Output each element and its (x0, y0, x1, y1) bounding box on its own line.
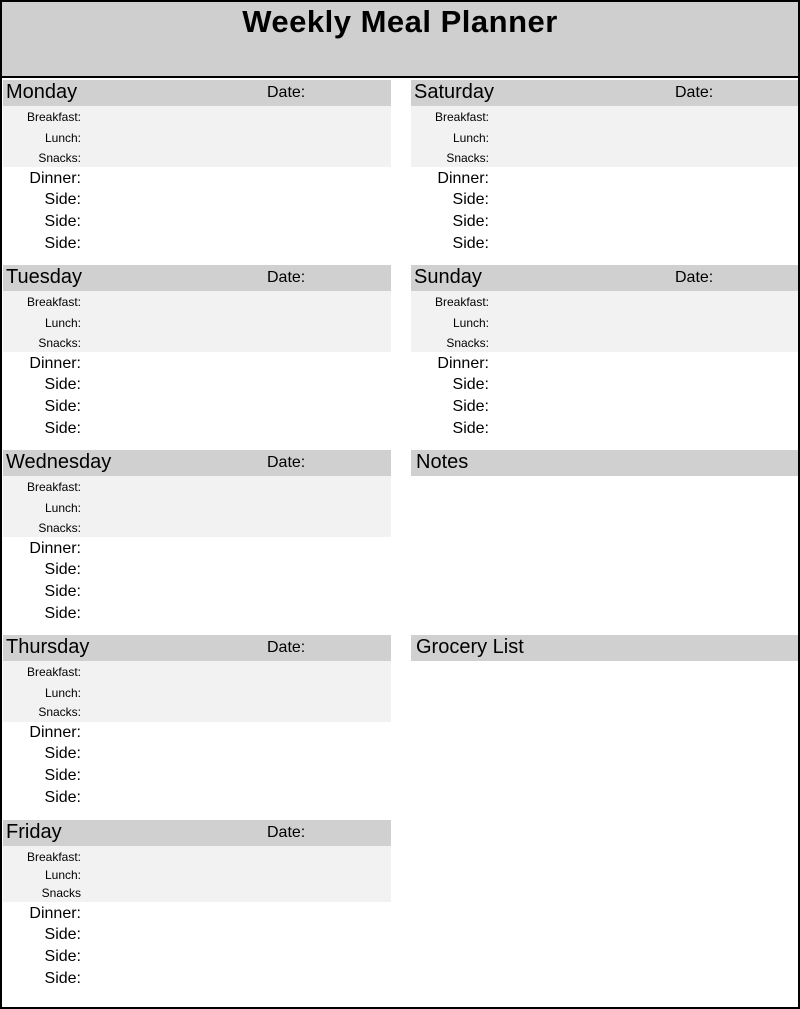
side-label: Side: (44, 191, 81, 208)
side-label: Side: (44, 213, 81, 230)
day-block-saturday (411, 80, 799, 265)
date-label: Date: (267, 454, 306, 471)
snacks-label: Snacks: (38, 151, 81, 165)
snacks-label: Snacks: (446, 336, 489, 350)
side-label: Side: (452, 235, 489, 252)
side-label: Side: (44, 926, 81, 943)
side-label: Side: (452, 191, 489, 208)
day-name: Saturday (414, 81, 495, 103)
side-label: Side: (452, 398, 489, 415)
snacks-label: Snacks (41, 886, 81, 900)
meals-light (3, 846, 391, 902)
day-block-friday (3, 820, 391, 1005)
day-block-tuesday (3, 265, 391, 450)
day-block-wednesday (3, 450, 391, 635)
day-header (3, 820, 391, 846)
side-label: Side: (44, 789, 81, 806)
side-label: Side: (44, 398, 81, 415)
lunch-label: Lunch: (44, 316, 81, 330)
day-header (411, 80, 799, 106)
notes-title: Notes (416, 451, 469, 473)
day-header (3, 450, 391, 476)
dinner-label: Dinner: (437, 355, 489, 372)
breakfast-label: Breakfast: (26, 850, 81, 864)
grocery-title: Grocery List (416, 636, 524, 658)
side-label: Side: (452, 213, 489, 230)
lunch-label: Lunch: (44, 501, 81, 515)
day-name: Sunday (414, 266, 482, 288)
left-column (3, 80, 391, 1005)
title-bar (2, 2, 798, 78)
date-label: Date: (675, 84, 714, 101)
side-label: Side: (44, 970, 81, 987)
snacks-label: Snacks: (38, 336, 81, 350)
side-label: Side: (452, 420, 489, 437)
meals-light (3, 291, 391, 352)
notes-header (411, 450, 799, 476)
side-label: Side: (452, 376, 489, 393)
breakfast-label: Breakfast: (26, 665, 81, 679)
date-label: Date: (267, 824, 306, 841)
meals-light (3, 106, 391, 167)
date-label: Date: (267, 84, 306, 101)
side-label: Side: (44, 583, 81, 600)
snacks-label: Snacks: (38, 521, 81, 535)
side-label: Side: (44, 745, 81, 762)
snacks-label: Snacks: (38, 705, 81, 719)
dinner-label: Dinner: (437, 170, 489, 187)
right-column (411, 80, 799, 1005)
date-label: Date: (675, 269, 714, 286)
grocery-header (411, 635, 799, 661)
meals-light (3, 476, 391, 537)
lunch-label: Lunch: (452, 131, 489, 145)
lunch-label: Lunch: (44, 868, 81, 882)
page-title: Weekly Meal Planner (242, 4, 558, 39)
day-header (3, 635, 391, 661)
day-header (3, 80, 391, 106)
meals-light (411, 291, 799, 352)
day-header (411, 265, 799, 291)
day-name: Thursday (6, 636, 90, 658)
day-name: Friday (6, 821, 62, 843)
breakfast-label: Breakfast: (26, 295, 81, 309)
side-label: Side: (44, 767, 81, 784)
lunch-label: Lunch: (44, 131, 81, 145)
snacks-label: Snacks: (446, 151, 489, 165)
breakfast-label: Breakfast: (434, 295, 489, 309)
dinner-label: Dinner: (29, 170, 81, 187)
day-block-sunday (411, 265, 799, 450)
lunch-label: Lunch: (44, 686, 81, 700)
side-label: Side: (44, 235, 81, 252)
dinner-label: Dinner: (29, 724, 81, 741)
day-block-monday (3, 80, 391, 265)
dinner-label: Dinner: (29, 355, 81, 372)
day-block-thursday (3, 635, 391, 820)
day-name: Wednesday (6, 451, 112, 473)
side-label: Side: (44, 420, 81, 437)
lunch-label: Lunch: (452, 316, 489, 330)
day-header (3, 265, 391, 291)
dinner-label: Dinner: (29, 905, 81, 922)
breakfast-label: Breakfast: (26, 480, 81, 494)
side-label: Side: (44, 948, 81, 965)
grocery-section (411, 635, 799, 1005)
breakfast-label: Breakfast: (26, 110, 81, 124)
meals-light (3, 661, 391, 722)
side-label: Side: (44, 561, 81, 578)
day-name: Monday (6, 81, 78, 103)
date-label: Date: (267, 269, 306, 286)
dinner-label: Dinner: (29, 540, 81, 557)
date-label: Date: (267, 639, 306, 656)
day-name: Tuesday (6, 266, 82, 288)
side-label: Side: (44, 376, 81, 393)
notes-section (411, 450, 799, 635)
breakfast-label: Breakfast: (434, 110, 489, 124)
meals-light (411, 106, 799, 167)
side-label: Side: (44, 605, 81, 622)
